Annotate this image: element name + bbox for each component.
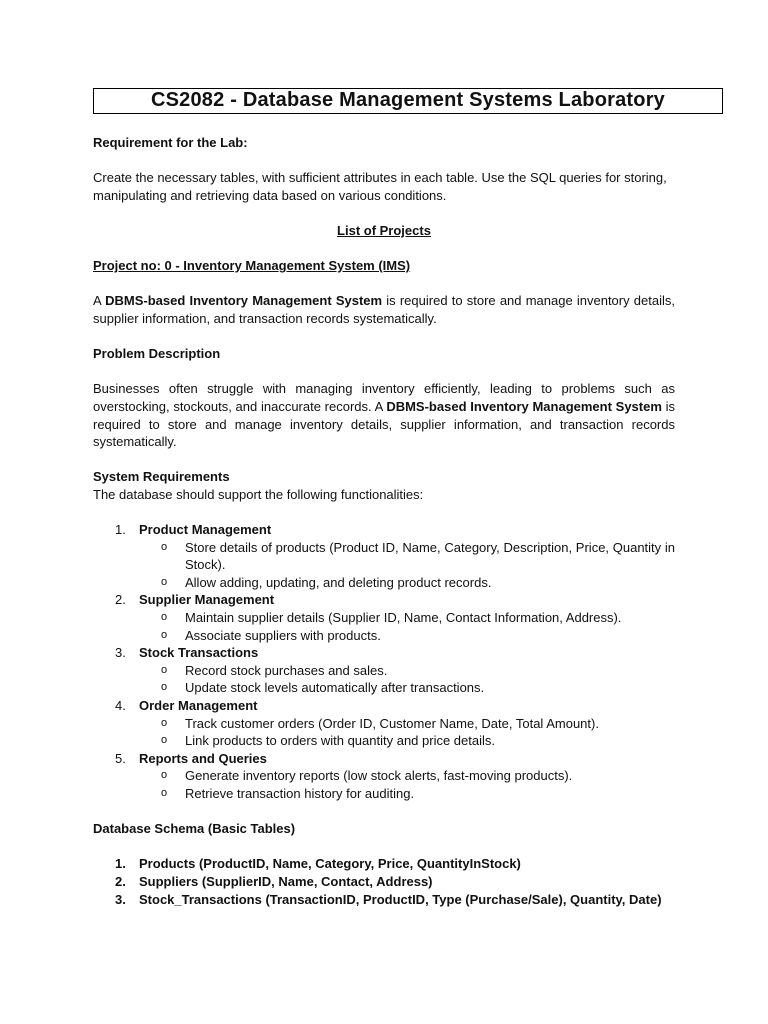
schema-table-text: Stock_Transactions (TransactionID, ProductID, Type (Purchase/Sale), Quantity, Date): [139, 891, 662, 907]
requirement-title: Order Management: [139, 698, 258, 713]
problem-text: [93, 380, 675, 450]
requirement-text: Create the necessary tables, with sufficient attributes in each table. Use the SQL queries for storing, manipulating and retrieving data based on various conditions.: [93, 170, 667, 203]
problem-text-2: is required to store and manage inventory details, supplier information, and transaction records systematically.: [93, 398, 676, 450]
requirement-title: Stock Transactions: [139, 645, 259, 661]
schema-table-number: 3.: [115, 891, 126, 907]
requirement-subitem: [139, 767, 675, 785]
requirement-subitem-text: Track customer orders (Order ID, Customer Name, Date, Total Amount).: [185, 715, 599, 731]
requirement-number: 2.: [115, 592, 126, 608]
project-intro: [93, 292, 675, 327]
schema-table-item: [93, 891, 675, 909]
requirement-number: 3.: [115, 645, 126, 661]
bullet-icon: o: [161, 611, 168, 624]
requirement-subitems: [139, 609, 675, 644]
requirement-subitem: [139, 732, 675, 750]
bullet-icon: o: [161, 786, 168, 799]
bullet-icon: o: [161, 628, 168, 641]
schema-table-item: [93, 855, 675, 873]
requirement-subitem: [139, 609, 675, 627]
bullet-icon: o: [161, 716, 168, 729]
requirement-subitem: [139, 715, 675, 733]
system-requirements-intro: The database should support the following functionalities:: [93, 486, 424, 502]
problem-bold: DBMS-based Inventory Management System: [386, 398, 662, 414]
requirements-list: [93, 521, 675, 803]
schema-heading: Database Schema (Basic Tables): [93, 821, 296, 837]
requirement-title: Reports and Queries: [139, 750, 267, 766]
requirement-subitem-text: Update stock levels automatically after transactions.: [185, 680, 485, 696]
requirement-subitem: [139, 785, 675, 803]
requirement-subitem-text: Associate suppliers with products.: [185, 627, 381, 643]
system-requirements-heading: System Requirements: [93, 469, 230, 485]
requirement-subitems: [139, 662, 675, 697]
bullet-icon: o: [161, 681, 168, 694]
requirement-item: [93, 697, 675, 750]
bullet-icon: o: [161, 663, 168, 676]
list-of-projects-heading: List of Projects: [337, 222, 431, 238]
schema-table-text: Products (ProductID, Name, Category, Price, QuantityInStock): [139, 856, 521, 872]
requirement-subitem-text: Retrieve transaction history for auditing.: [185, 785, 415, 801]
document-body: [93, 134, 675, 908]
bullet-icon: o: [161, 575, 168, 588]
requirement-subitem-text: Record stock purchases and sales.: [185, 662, 388, 678]
requirement-title: Supplier Management: [139, 592, 275, 608]
schema-table-item: [93, 873, 675, 891]
requirement-subitem-text: Generate inventory reports (low stock alerts, fast-moving products).: [185, 768, 573, 784]
page-title: CS2082 - Database Management Systems Laboratory: [93, 88, 723, 114]
schema-table-number: 1.: [115, 856, 126, 872]
requirement-number: 5.: [115, 750, 126, 766]
schema-table-number: 2.: [115, 873, 126, 889]
requirement-item: [93, 750, 675, 803]
requirement-subitem: [139, 574, 675, 592]
project-heading: Project no: 0 - Inventory Management System (IMS): [93, 258, 411, 274]
intro-suffix: is required to store and manage inventory details, supplier information, and transaction records systematically.: [93, 293, 675, 326]
intro-bold: DBMS-based Inventory Management System: [105, 293, 383, 309]
requirement-title: Product Management: [139, 522, 272, 538]
bullet-icon: o: [161, 540, 168, 553]
requirement-subitem-text: Store details of products (Product ID, Name, Category, Description, Price, Quantity in Stock).: [185, 539, 675, 573]
requirement-subitem: [139, 679, 675, 697]
schema-list: [93, 855, 675, 908]
requirement-item: [93, 644, 675, 697]
requirement-subitems: [139, 767, 675, 802]
requirement-subitem-text: Link products to orders with quantity and price details.: [185, 733, 496, 749]
requirement-subitem: [139, 539, 675, 574]
requirement-subitem-text: Maintain supplier details (Supplier ID, Name, Contact Information, Address).: [185, 610, 622, 626]
problem-heading: Problem Description: [93, 346, 221, 362]
schema-table-text: Suppliers (SupplierID, Name, Contact, Address): [139, 873, 433, 889]
requirement-number: 4.: [115, 698, 126, 713]
requirement-subitem-text: Allow adding, updating, and deleting product records.: [185, 574, 492, 590]
requirement-subitem: [139, 662, 675, 680]
bullet-icon: o: [161, 734, 168, 747]
requirement-item: [93, 591, 675, 644]
requirement-heading: Requirement for the Lab:: [93, 135, 248, 150]
bullet-icon: o: [161, 769, 168, 782]
requirement-subitems: [139, 715, 675, 750]
requirement-subitem: [139, 627, 675, 645]
requirement-number: 1.: [115, 522, 126, 538]
requirement-subitems: [139, 539, 675, 592]
requirement-item: [93, 521, 675, 591]
problem-text-1: Businesses often struggle with managing inventory efficiently, leading to problems such as overstocking, stockouts, and inaccurate records. A: [93, 381, 675, 414]
intro-prefix: A: [93, 293, 106, 309]
